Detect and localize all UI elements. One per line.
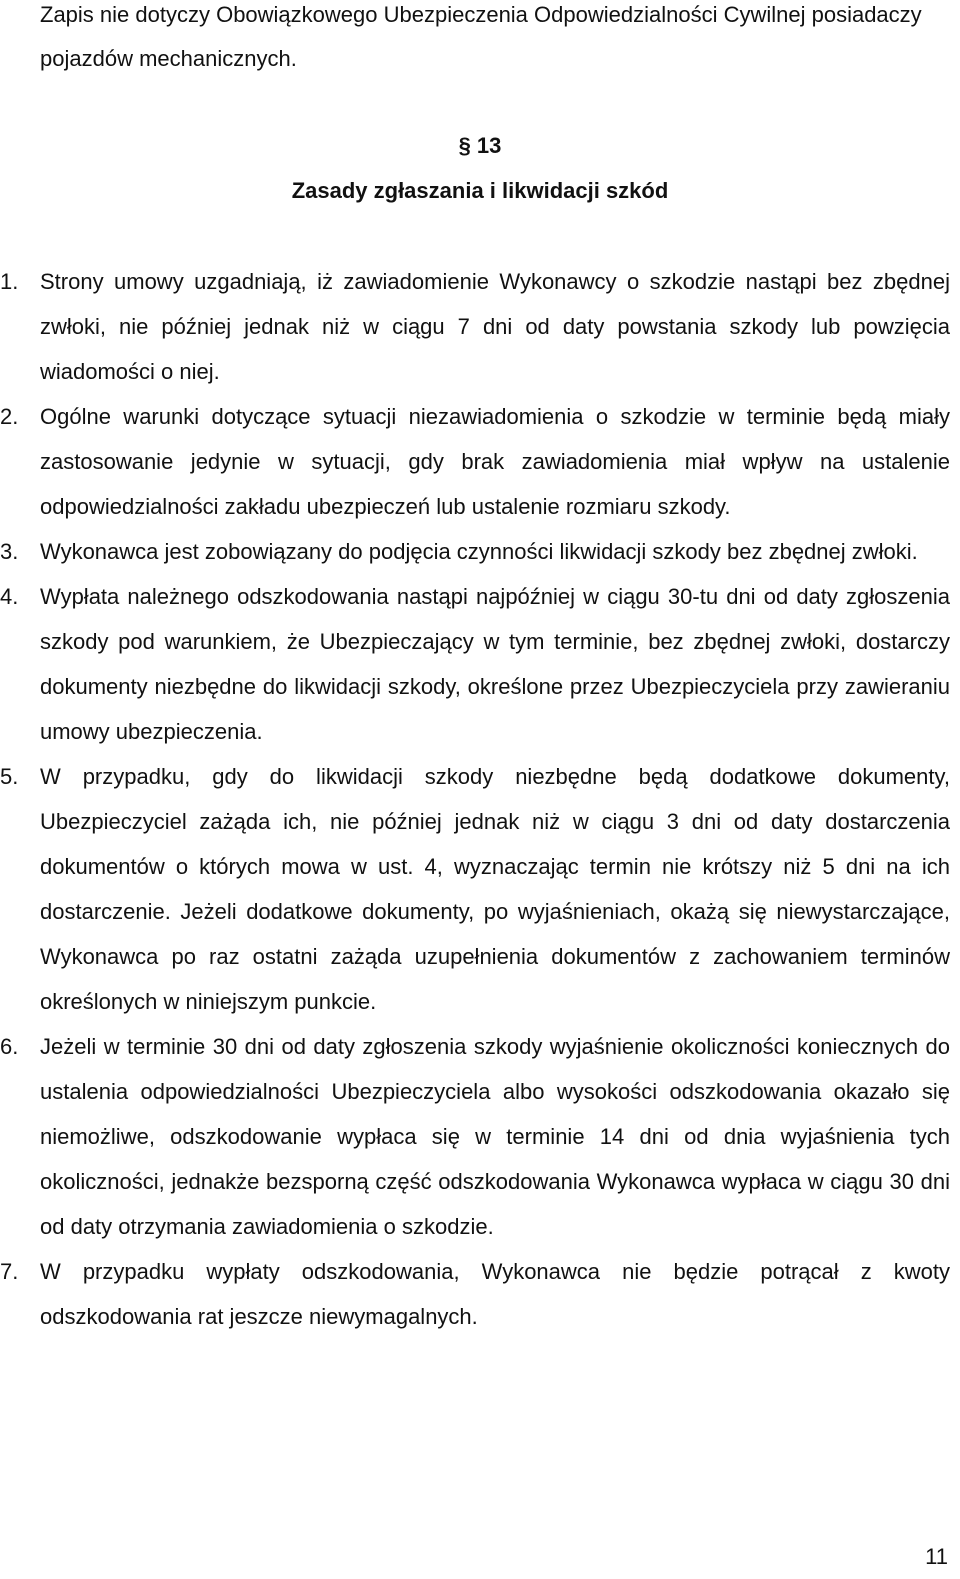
clause-number: 1. bbox=[0, 269, 19, 294]
clause-number: 4. bbox=[0, 584, 19, 609]
section-title: Zasady zgłaszania i likwidacji szkód bbox=[291, 178, 669, 203]
page-number: 11 bbox=[925, 1544, 948, 1569]
clause-3 bbox=[0, 529, 960, 574]
clause-text: W przypadku wypłaty odszkodowania, Wykonawca nie będzie potrącał z kwoty odszkodowania rat jeszcze niewymagalnych. bbox=[40, 1259, 950, 1329]
clause-text: Strony umowy uzgadniają, iż zawiadomienie Wykonawcy o szkodzie nastąpi bez zbędnej zwłoki, nie później jednak niż w ciągu 7 dni od daty powstania szkody lub powzięcia wiadomości o niej. bbox=[40, 269, 950, 384]
clause-7 bbox=[0, 1249, 960, 1339]
clause-number: 7. bbox=[0, 1259, 19, 1284]
clause-number: 6. bbox=[0, 1034, 19, 1059]
clause-text: W przypadku, gdy do likwidacji szkody niezbędne będą dodatkowe dokumenty, Ubezpieczyciel zażąda ich, nie później jednak niż w ciągu 3 dni od daty dostarczenia dokumentów o których mowa w ust. 4, wyznaczając termin nie krótszy niż 5 dni na ich dostarczenie. Jeżeli dodatkowe dokumenty, po wyjaśnieniach, okażą się niewystarczające, Wykonawca po raz ostatni zażąda uzupełnienia dokumentów z zachowaniem terminów określonych w niniejszym punkcie. bbox=[40, 764, 950, 1014]
intro-paragraph: Zapis nie dotyczy Obowiązkowego Ubezpieczenia Odpowiedzialności Cywilnej posiadaczy pojazdów mechanicznych. bbox=[40, 2, 922, 71]
clause-2 bbox=[0, 394, 960, 529]
clause-number: 2. bbox=[0, 404, 19, 429]
clause-1 bbox=[0, 259, 960, 394]
clause-text: Jeżeli w terminie 30 dni od daty zgłoszenia szkody wyjaśnienie okoliczności koniecznych do ustalenia odpowiedzialności Ubezpieczyciela albo wysokości odszkodowania okazało się niemożliwe, odszkodowanie wypłaca się w terminie 14 dni od dnia wyjaśnienia tych okoliczności, jednakże bezsporną część odszkodowania Wykonawca wypłaca w ciągu 30 dni od daty otrzymania zawiadomienia o szkodzie. bbox=[40, 1034, 950, 1239]
clause-text: Wykonawca jest zobowiązany do podjęcia czynności likwidacji szkody bez zbędnej zwłoki. bbox=[40, 539, 918, 564]
clause-text: Wypłata należnego odszkodowania nastąpi najpóźniej w ciągu 30-tu dni od daty zgłoszenia szkody pod warunkiem, że Ubezpieczający w tym terminie, bez zbędnej zwłoki, dostarczy dokumenty niezbędne do likwidacji szkody, określone przez Ubezpieczyciela przy zawieraniu umowy ubezpieczenia. bbox=[40, 584, 950, 744]
section-number: § 13 bbox=[458, 133, 502, 158]
clause-4 bbox=[0, 574, 960, 754]
clause-list bbox=[0, 259, 960, 1339]
clause-number: 3. bbox=[0, 539, 19, 564]
clause-text: Ogólne warunki dotyczące sytuacji niezawiadomienia o szkodzie w terminie będą miały zastosowanie jedynie w sytuacji, gdy brak zawiadomienia miał wpływ na ustalenie odpowiedzialności zakładu ubezpieczeń lub ustalenie rozmiaru szkody. bbox=[40, 404, 950, 519]
clause-6 bbox=[0, 1024, 960, 1249]
clause-5 bbox=[0, 754, 960, 1024]
clause-number: 5. bbox=[0, 764, 19, 789]
